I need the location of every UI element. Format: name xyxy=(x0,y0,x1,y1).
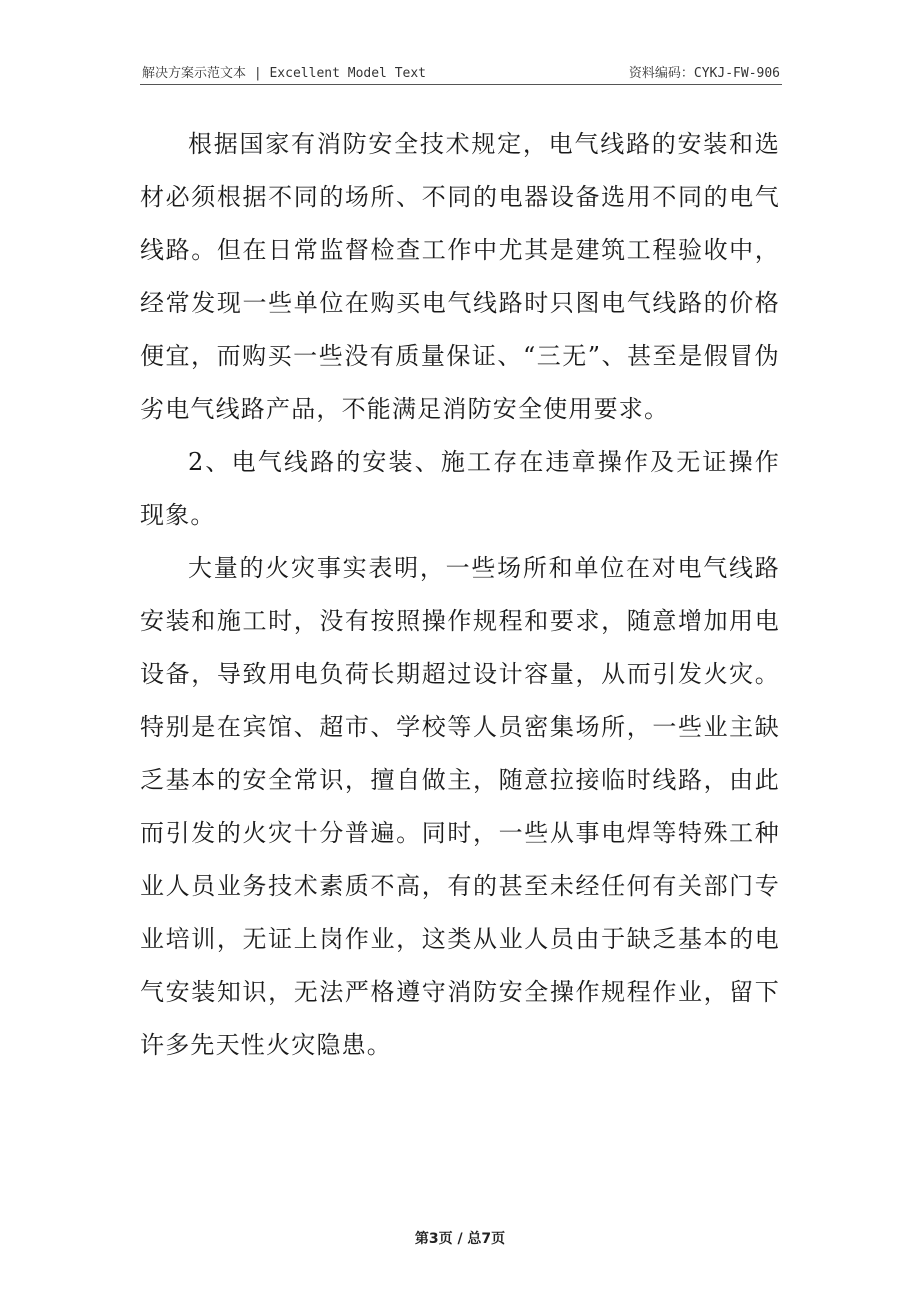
body-paragraph: 根据国家有消防安全技术规定，电气线路的安装和选材必须根据不同的场所、不同的电器设备选用不同的电气线路。但在日常监督检查工作中尤其是建筑工程验收中，经常发现一些单位在购买电气线路时只图电气线路的价格便宜，而购买一些没有质量保证、“三无”、甚至是假冒伪劣电气线路产品，不能满足消防安全使用要求。 xyxy=(140,130,780,423)
page-number: 第3页 / 总7页 xyxy=(414,1231,506,1247)
body-paragraph: 大量的火灾事实表明，一些场所和单位在对电气线路安装和施工时，没有按照操作规程和要求，随意增加用电设备，导致用电负荷长期超过设计容量，从而引发火灾。特别是在宾馆、超市、学校等人员密集场所，一些业主缺乏基本的安全常识，擅自做主，随意拉接临时线路，由此而引发的火灾十分普遍。同时，一些从事电焊等特殊工种业人员业务技术素质不高，有的甚至未经任何有关部门专业培训，无证上岗作业，这类从业人员由于缺乏基本的电气安装知识，无法严格遵守消防安全操作规程作业，留下许多先天性火灾隐患。 xyxy=(140,554,780,1059)
header-document-type: 解决方案示范文本 | Excellent Model Text xyxy=(142,66,427,81)
header-document-code: 资料编码：CYKJ-FW-906 xyxy=(628,66,780,81)
document-body xyxy=(140,118,780,1072)
section-heading-paragraph: 2、电气线路的安装、施工存在违章操作及无证操作现象。 xyxy=(140,448,780,529)
page-header xyxy=(140,58,782,85)
